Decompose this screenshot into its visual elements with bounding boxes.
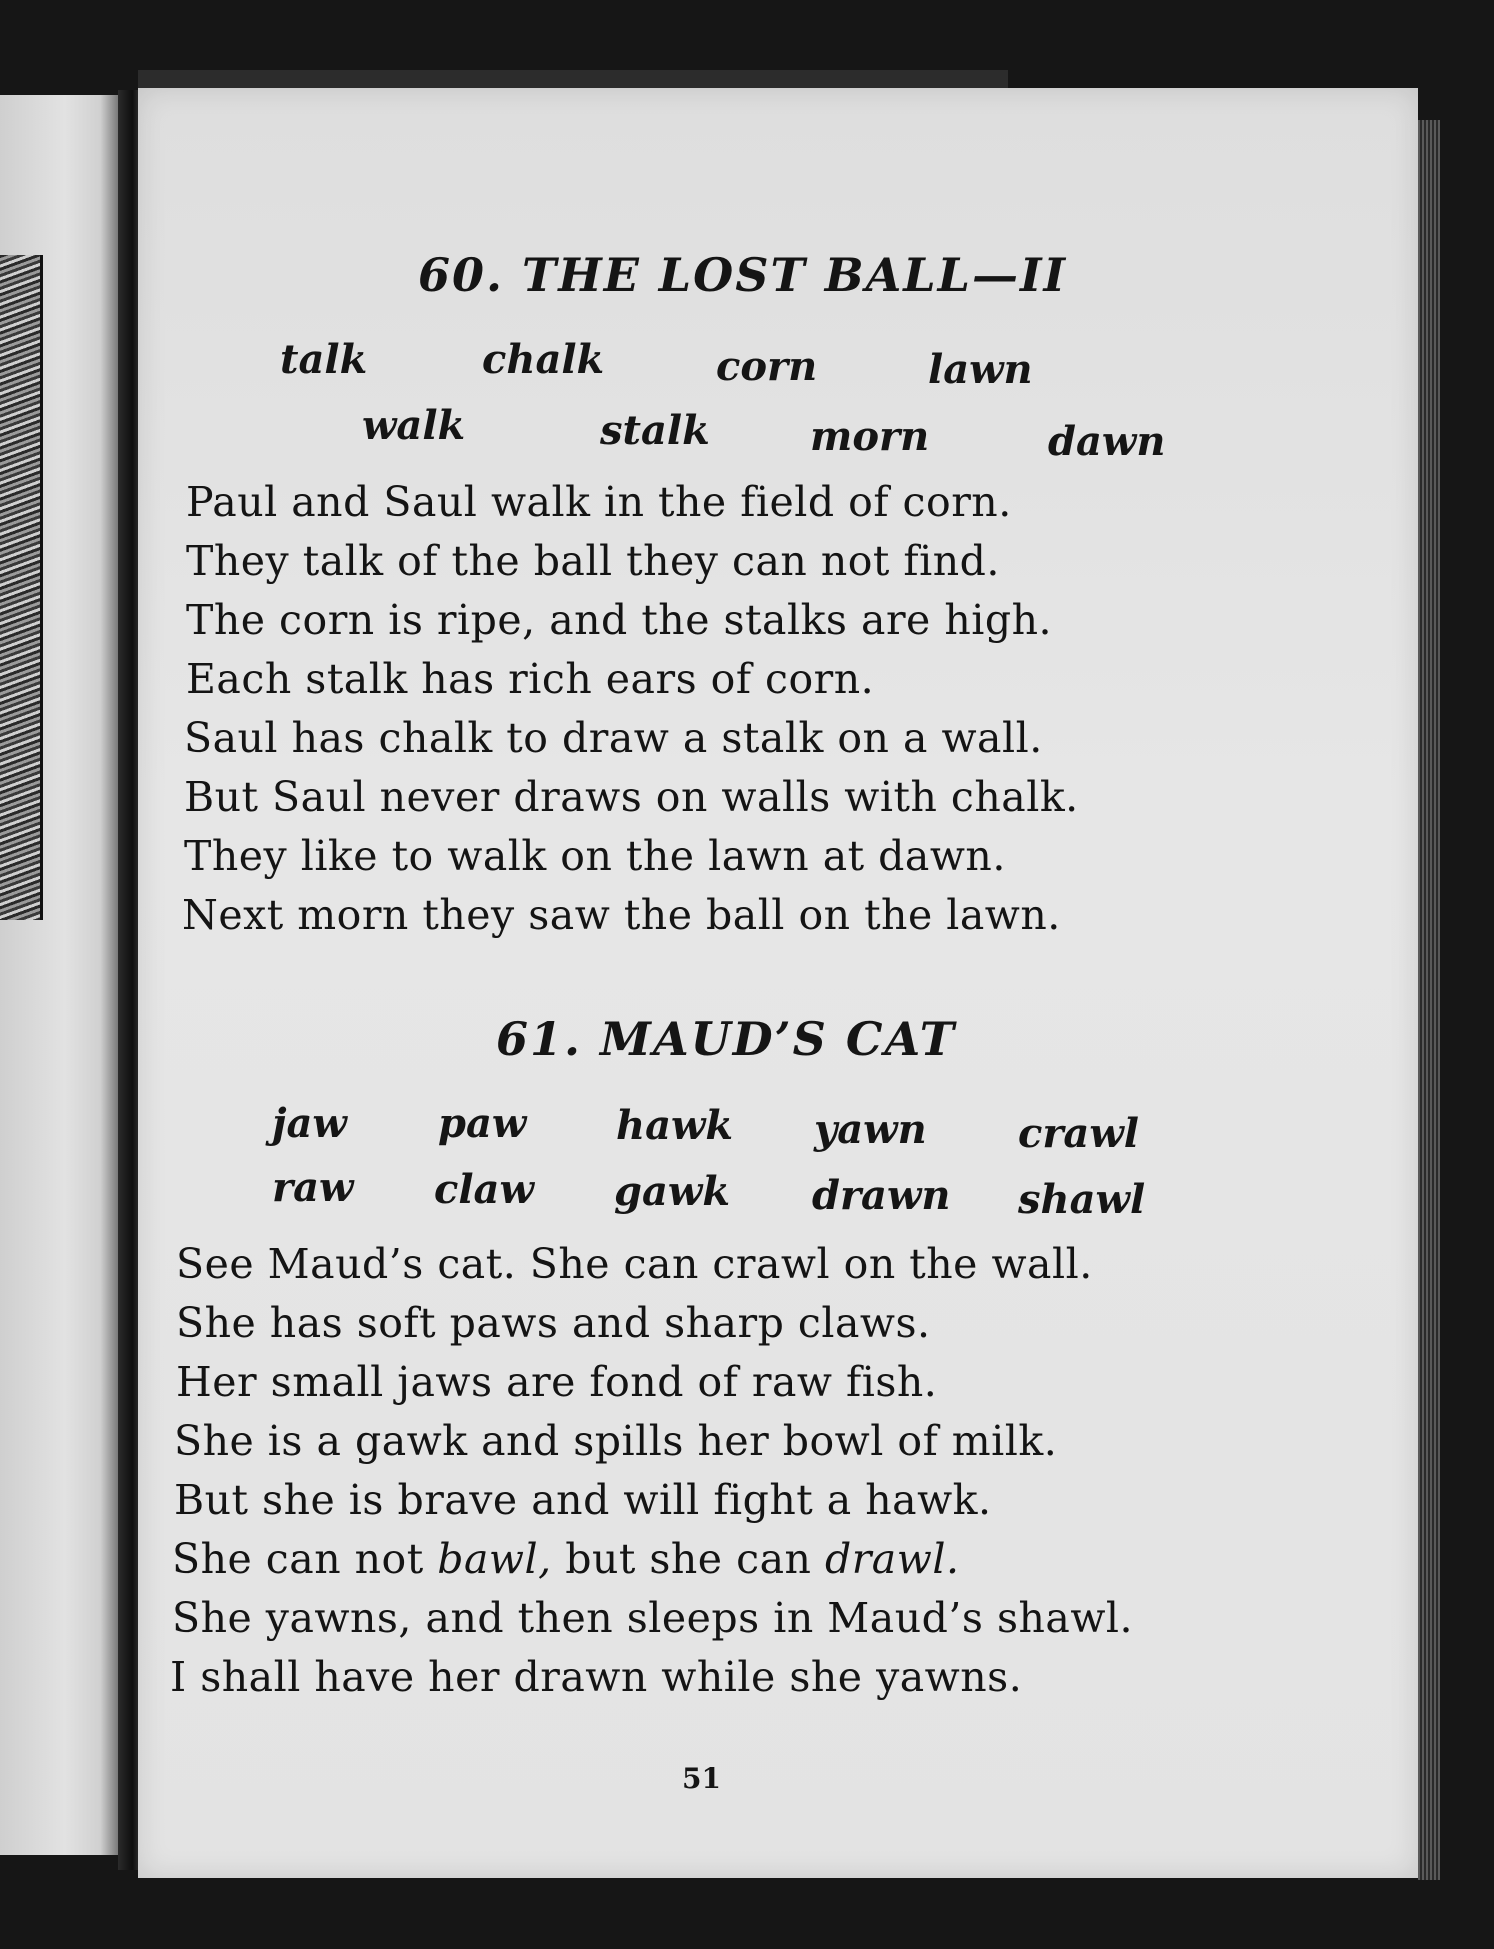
page-stack-edge (1418, 120, 1440, 1880)
text-line: But Saul never draws on walls with chalk. (184, 773, 1079, 821)
text-line: See Maud’s cat. She can crawl on the wall. (176, 1240, 1093, 1288)
vocab-word: hawk (616, 1102, 734, 1149)
text-line: Each stalk has rich ears of corn. (186, 655, 875, 703)
text-line: She yawns, and then sleeps in Maud’s shawl. (172, 1594, 1134, 1642)
vocab-word: drawn (812, 1172, 951, 1219)
text-line: They like to walk on the lawn at dawn. (184, 832, 1006, 880)
text-line: The corn is ripe, and the stalks are high. (186, 596, 1053, 644)
vocab-word: lawn (928, 346, 1033, 393)
text-line: She has soft paws and sharp claws. (176, 1299, 931, 1347)
lesson-61-title: 61. MAUD’S CAT (496, 1012, 956, 1066)
vocab-word: shawl (1018, 1176, 1146, 1223)
vocab-word: morn (810, 413, 930, 460)
text-line: They talk of the ball they can not find. (186, 537, 1000, 585)
text-line: I shall have her drawn while she yawns. (170, 1653, 1023, 1701)
text-line: Next morn they saw the ball on the lawn. (182, 891, 1061, 939)
italic-word: bawl, (437, 1535, 552, 1583)
vocab-word: jaw (272, 1100, 347, 1147)
text-line: Saul has chalk to draw a stalk on a wall. (184, 714, 1043, 762)
vocab-word: walk (362, 402, 466, 449)
vocab-word: paw (438, 1100, 527, 1147)
text-fragment: She can not (172, 1535, 438, 1583)
vocab-word: stalk (600, 407, 710, 454)
vocab-word: dawn (1048, 418, 1166, 465)
vocab-word: talk (280, 336, 368, 383)
text-line: She is a gawk and spills her bowl of milk. (174, 1417, 1058, 1465)
text-line: Paul and Saul walk in the field of corn. (186, 478, 1012, 526)
text-line: But she is brave and will fight a hawk. (174, 1476, 992, 1524)
page-number: 51 (682, 1762, 721, 1795)
vocab-word: crawl (1018, 1110, 1139, 1157)
text-line: Her small jaws are fond of raw fish. (176, 1358, 938, 1406)
vocab-word: claw (434, 1166, 534, 1213)
vocab-word: yawn (814, 1106, 927, 1153)
vocab-word: chalk (482, 336, 605, 383)
italic-word: drawl. (824, 1535, 960, 1583)
text-line (172, 1535, 959, 1583)
left-page-illustration (0, 255, 43, 920)
text-fragment: but she can (551, 1535, 825, 1583)
lesson-60-title: 60. THE LOST BALL—II (418, 248, 1067, 302)
vocab-word: gawk (614, 1168, 731, 1215)
vocab-word: raw (272, 1164, 354, 1211)
vocab-word: corn (716, 343, 818, 390)
